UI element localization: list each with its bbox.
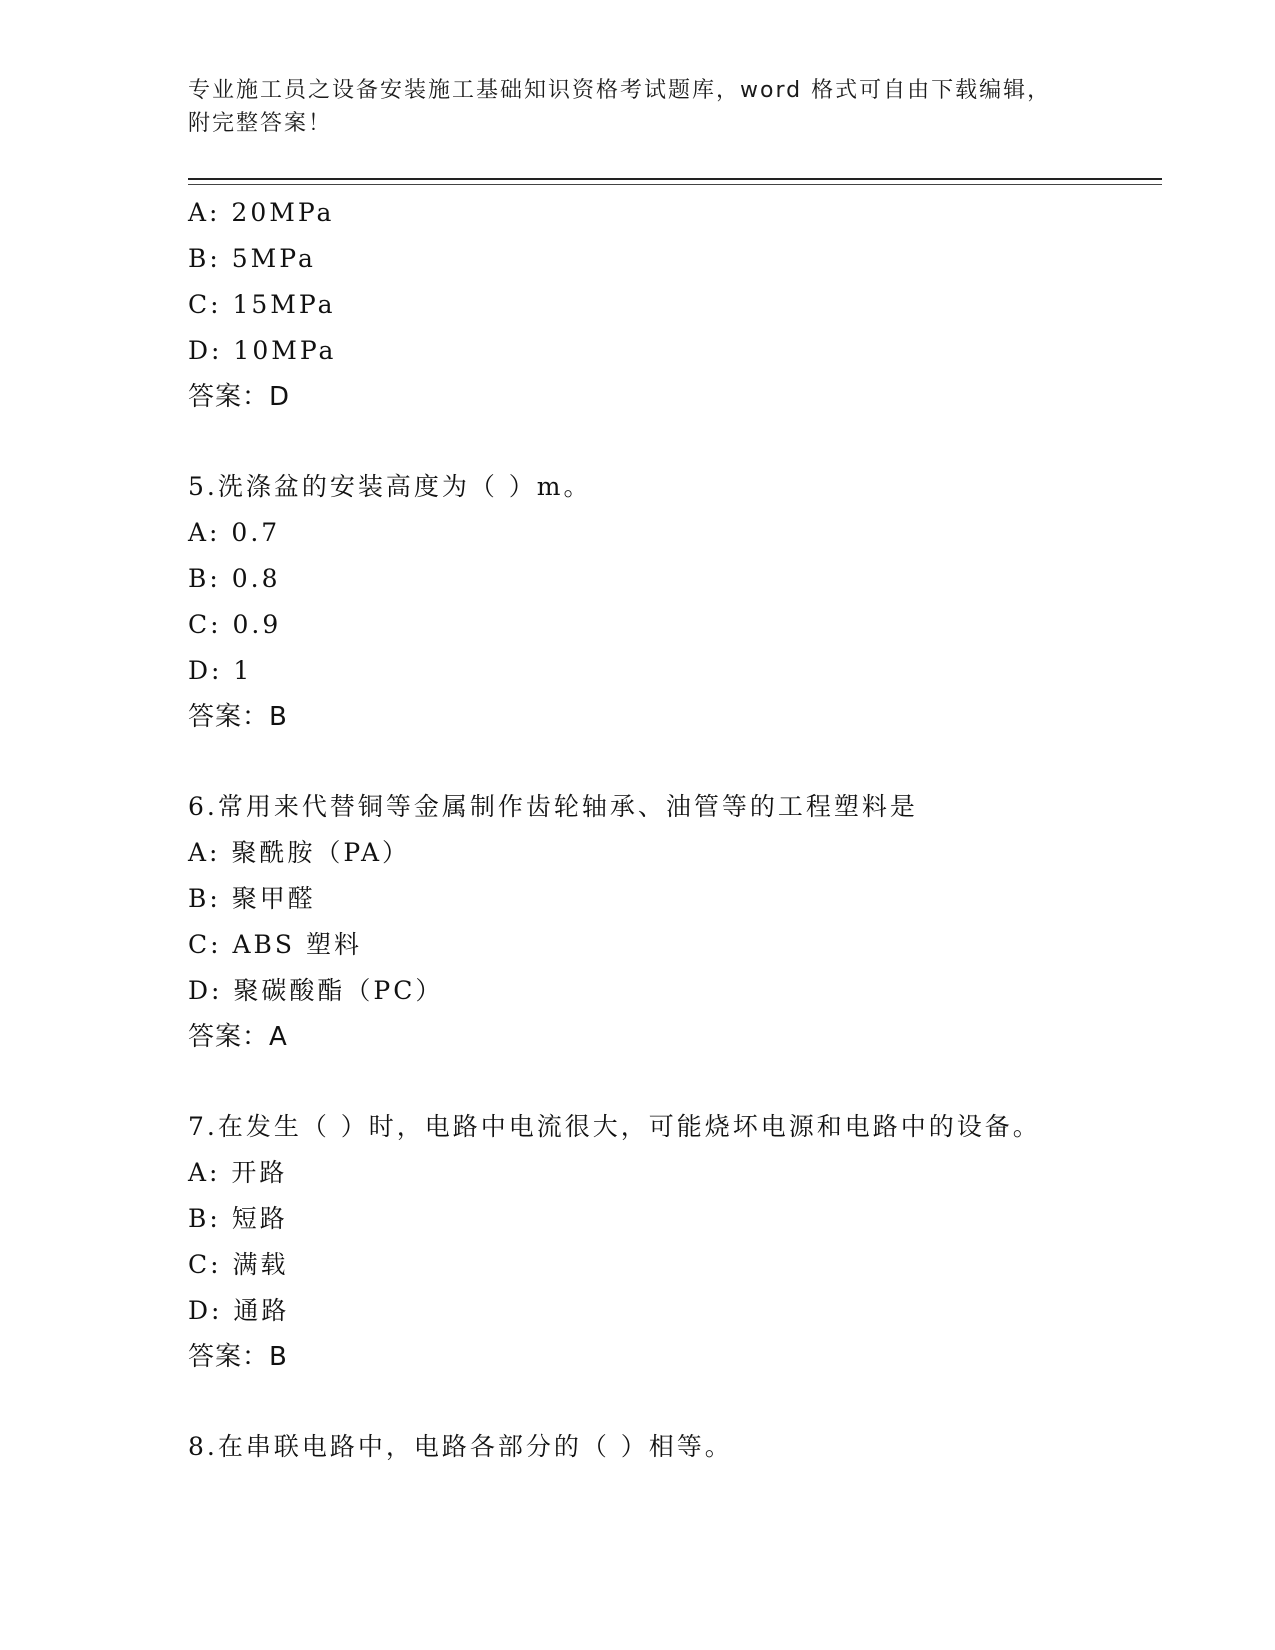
option-c: C: 满载 [188, 1250, 289, 1279]
question-stem: 6.常用来代替铜等金属制作齿轮轴承、油管等的工程塑料是 [188, 792, 918, 821]
option-a: A: 开路 [188, 1158, 288, 1187]
header-divider-thin [188, 184, 1162, 185]
option-a: A: 20MPa [188, 198, 335, 227]
option-b: B: 聚甲醛 [188, 884, 316, 913]
question-stem: 8.在串联电路中，电路各部分的（ ）相等。 [188, 1432, 733, 1461]
document-header [188, 74, 1088, 140]
answer-line: 答案：B [188, 702, 288, 732]
answer-line: 答案：A [188, 1022, 288, 1052]
option-d: D: 通路 [188, 1296, 290, 1325]
question-list [188, 190, 1162, 1470]
header-title-line1: 专业施工员之设备安装施工基础知识资格考试题库，word 格式可自由下载编辑， [188, 78, 1052, 103]
option-d: D: 1 [188, 656, 253, 685]
question-block [188, 464, 1162, 740]
question-block [188, 1104, 1162, 1380]
option-d: D: 聚碳酸酯（PC） [188, 976, 444, 1005]
question-stem: 5.洗涤盆的安装高度为（ ）m。 [188, 472, 592, 501]
question-stem: 7.在发生（ ）时，电路中电流很大，可能烧坏电源和电路中的设备。 [188, 1112, 1041, 1141]
option-b: B: 5MPa [188, 244, 316, 273]
question-block [188, 784, 1162, 1060]
answer-line: 答案：D [188, 382, 291, 412]
header-divider [188, 178, 1162, 180]
option-a: A: 聚酰胺（PA） [188, 838, 411, 867]
option-b: B: 0.8 [188, 564, 281, 593]
option-c: C: ABS 塑料 [188, 930, 362, 959]
option-b: B: 短路 [188, 1204, 288, 1233]
option-c: C: 15MPa [188, 290, 336, 319]
question-block [188, 1424, 1162, 1470]
option-c: C: 0.9 [188, 610, 282, 639]
option-d: D: 10MPa [188, 336, 337, 365]
option-a: A: 0.7 [188, 518, 281, 547]
question-block [188, 190, 1162, 420]
answer-line: 答案：B [188, 1342, 288, 1372]
header-title-line2: 附完整答案！ [188, 111, 333, 136]
